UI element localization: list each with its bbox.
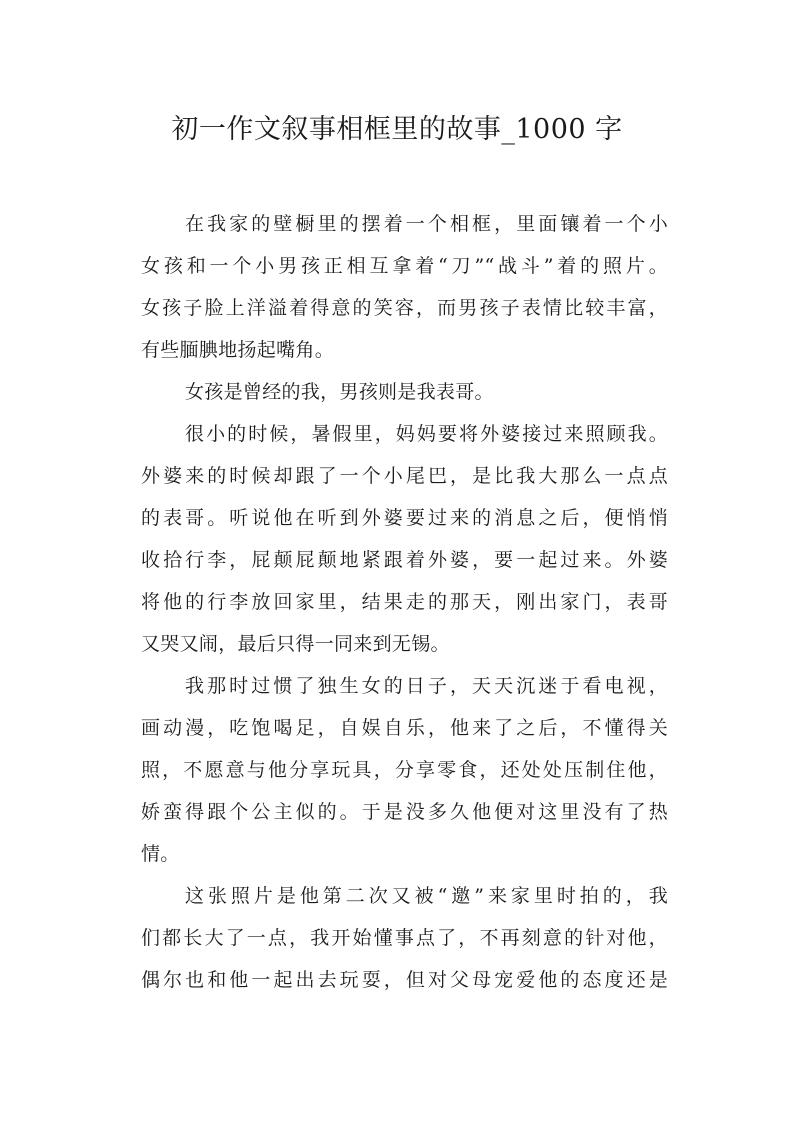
paragraph-line: 外婆来的时候却跟了一个小尾巴，是比我大那么一点点 bbox=[141, 465, 668, 487]
paragraph-line: 情。 bbox=[141, 843, 180, 865]
paragraph-line: 女孩子脸上洋溢着得意的笑容，而男孩子表情比较丰富， bbox=[141, 297, 668, 319]
paragraph-line: 这张照片是他第二次又被“邀”来家里时拍的，我 bbox=[185, 885, 668, 907]
paragraph-line: 女孩和一个小男孩正相互拿着“刀”“战斗”着的照片。 bbox=[141, 255, 668, 277]
paragraph-line: 偶尔也和他一起出去玩耍，但对父母宠爱他的态度还是 bbox=[141, 969, 668, 991]
paragraph-line: 女孩是曾经的我，男孩则是我表哥。 bbox=[185, 381, 494, 403]
paragraph-line: 收拾行李，屁颠屁颠地紧跟着外婆，要一起过来。外婆 bbox=[141, 549, 668, 571]
paragraph-line: 照，不愿意与他分享玩具，分享零食，还处处压制住他， bbox=[141, 759, 668, 781]
paragraph-line: 有些腼腆地扬起嘴角。 bbox=[141, 339, 335, 361]
paragraph-line: 画动漫，吃饱喝足，自娱自乐，他来了之后，不懂得关 bbox=[141, 717, 668, 739]
paragraph-line: 的表哥。听说他在听到外婆要过来的消息之后，便悄悄 bbox=[141, 507, 668, 529]
paragraph-line: 又哭又闹，最后只得一同来到无锡。 bbox=[141, 633, 450, 655]
paragraph-line: 在我家的壁橱里的摆着一个相框，里面镶着一个小 bbox=[185, 213, 668, 235]
document-body bbox=[141, 203, 668, 1001]
paragraph-line: 们都长大了一点，我开始懂事点了，不再刻意的针对他， bbox=[141, 927, 668, 949]
paragraph-line: 娇蛮得跟个公主似的。于是没多久他便对这里没有了热 bbox=[141, 801, 668, 823]
paragraph-line: 将他的行李放回家里，结果走的那天，刚出家门，表哥 bbox=[141, 591, 668, 613]
document-title: 初一作文叙事相框里的故事_1000 字 bbox=[171, 114, 623, 145]
paragraph-line: 很小的时候，暑假里，妈妈要将外婆接过来照顾我。 bbox=[185, 423, 668, 445]
paragraph-line: 我那时过惯了独生女的日子，天天沉迷于看电视， bbox=[185, 675, 668, 697]
